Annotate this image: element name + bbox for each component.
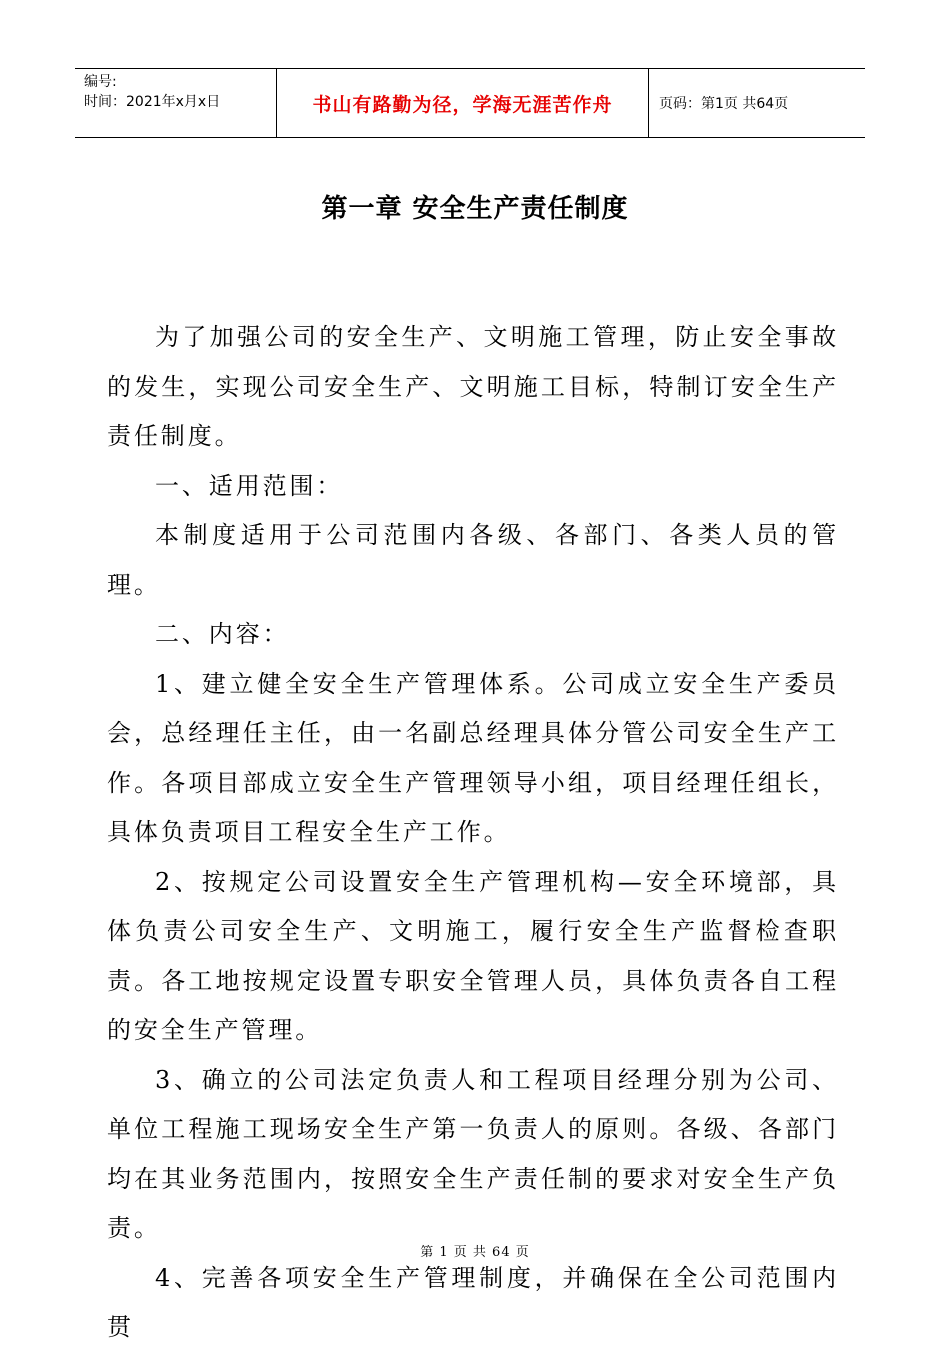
date-label: 时间：2021年x月x日 [84, 94, 221, 110]
paragraph: 2、按规定公司设置安全生产管理机构—安全环境部，具体负责公司安全生产、文明施工，履行安全生产监督检查职责。各工地按规定设置专职安全管理人员，具体负责各自工程的安全生产管理。 [107, 867, 839, 1044]
paragraph: 3、确立的公司法定负责人和工程项目经理分别为公司、单位工程施工现场安全生产第一负责人的原则。各级、各部门均在其业务范围内，按照安全生产责任制的要求对安全生产负责。 [107, 1065, 839, 1242]
document-body [107, 313, 839, 1353]
document-header [75, 68, 865, 138]
paragraph: 4、完善各项安全生产管理制度，并确保在全公司范围内贯 [107, 1263, 839, 1341]
number-label: 编号: [84, 74, 117, 90]
header-page-cell [649, 69, 865, 137]
header-left-cell [75, 69, 277, 137]
chapter-title: 第一章 安全生产责任制度 [321, 194, 629, 224]
page-footer: 第 1 页 共 64 页 [420, 1245, 530, 1260]
page-info: 页码：第1页 共64页 [659, 96, 789, 112]
paragraph: 为了加强公司的安全生产、文明施工管理，防止安全事故的发生，实现公司安全生产、文明施工目标，特制订安全生产责任制度。 [107, 323, 839, 450]
header-motto-cell [277, 69, 649, 137]
paragraph: 1、建立健全安全生产管理体系。公司成立安全生产委员会，总经理任主任，由一名副总经理具体分管公司安全生产工作。各项目部成立安全生产管理领导小组，项目经理任组长，具体负责项目工程安全生产工作。 [107, 669, 839, 846]
motto-text: 书山有路勤为径，学海无涯苦作舟 [312, 93, 613, 116]
section-heading-scope: 一、适用范围： [155, 471, 344, 500]
paragraph: 本制度适用于公司范围内各级、各部门、各类人员的管理。 [107, 521, 839, 599]
section-heading-content: 二、内容： [155, 620, 290, 648]
